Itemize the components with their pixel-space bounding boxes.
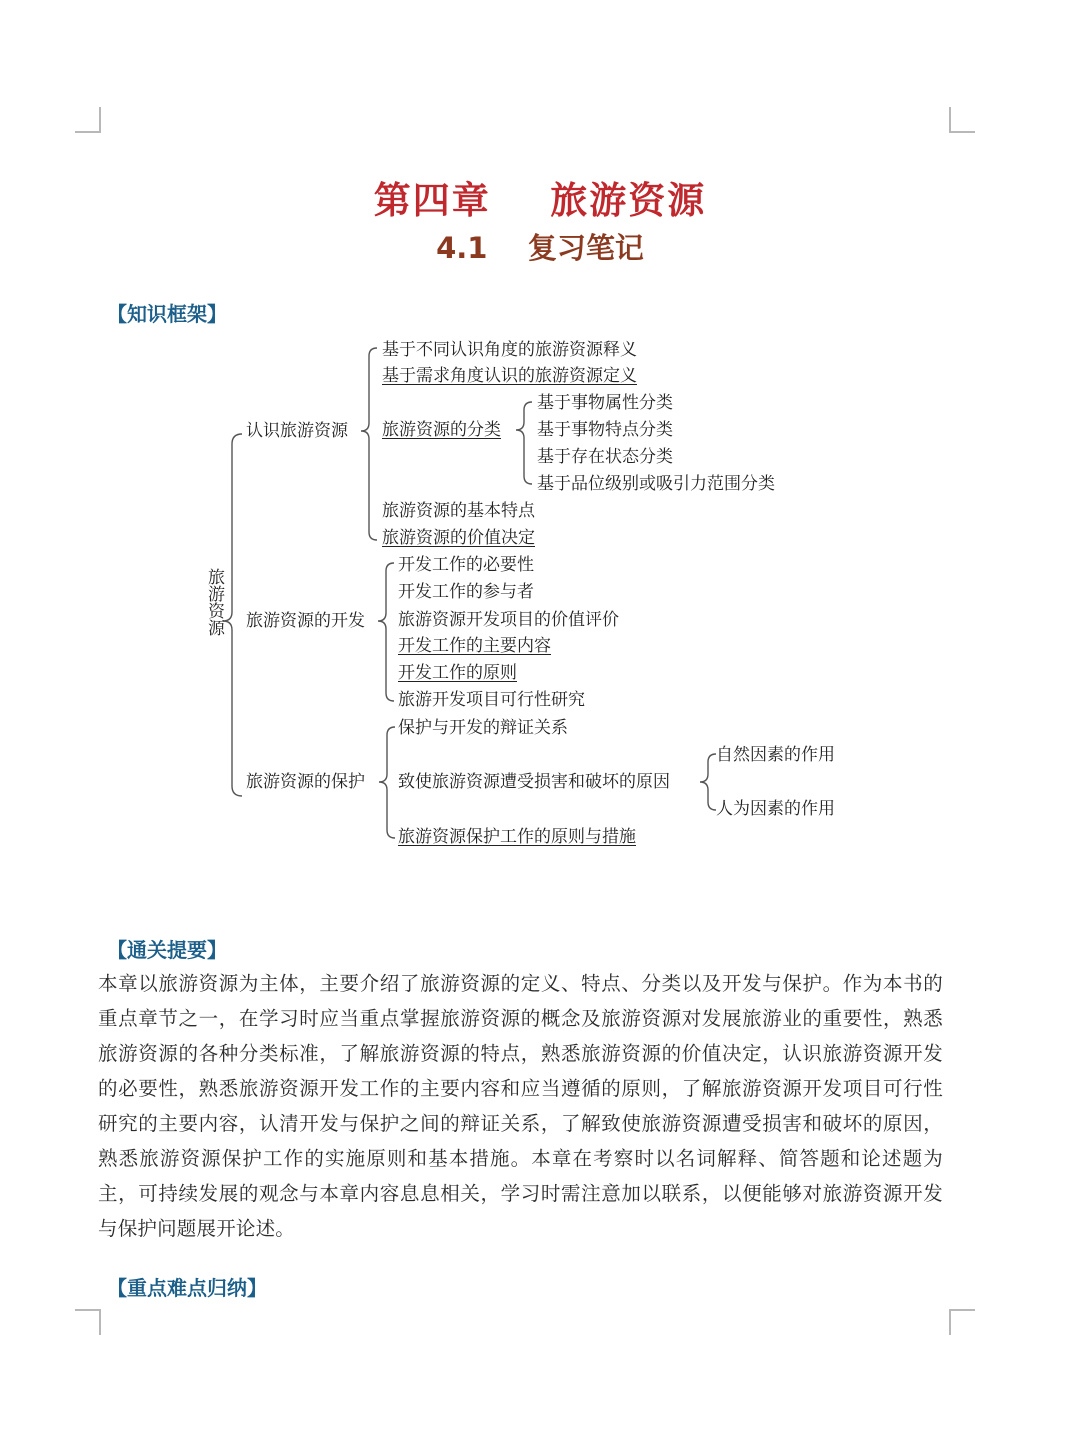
node-protection-measures: 旅游资源保护工作的原则与措施 [398, 827, 636, 847]
crop-mark-bottom-right [949, 1309, 975, 1335]
mindmap-root: 旅游资源 [204, 568, 224, 636]
root-bracket [223, 434, 242, 796]
node-value-determination: 旅游资源的价值决定 [382, 528, 535, 548]
node-necessity: 开发工作的必要性 [398, 555, 534, 575]
node-human-factors: 人为因素的作用 [716, 799, 835, 819]
framework-label: 【知识框架】 [107, 302, 227, 326]
crop-mark-bottom-left [75, 1309, 101, 1335]
chapter-title: 第四章 旅游资源 [373, 179, 707, 222]
node-value-evaluation: 旅游资源开发项目的价值评价 [398, 610, 619, 630]
node-natural-factors: 自然因素的作用 [716, 745, 835, 765]
overview-paragraph: 本章以旅游资源为主体，主要介绍了旅游资源的定义、特点、分类以及开发与保护。作为本书的重点章节之一，在学习时应当重点掌握旅游资源的概念及旅游资源对发展旅游业的重要性，熟悉旅游资源的各种分类标准，了解旅游资源的特点，熟悉旅游资源的价值决定，认识旅游资源开发的必要性，熟悉旅游资源开发工作的主要内容和应当遵循的原则，了解旅游资源开发项目可行性研究的主要内容，认清开发与保护之间的辩证关系，了解致使旅游资源遭受损害和破坏的原因，熟悉旅游资源保护工作的实施原则和基本措施。本章在考察时以名词解释、简答题和论述题为主，可持续发展的观念与本章内容息息相关，学习时需注意加以联系，以便能够对旅游资源开发与保护问题展开论述。 [98, 972, 943, 1240]
classification-bracket [516, 402, 532, 484]
branch1-bracket [361, 348, 377, 540]
node-dialectical: 保护与开发的辩证关系 [398, 718, 568, 738]
branch-protection: 旅游资源的保护 [246, 772, 365, 792]
branch-development: 旅游资源的开发 [246, 611, 365, 631]
branch-understanding: 认识旅游资源 [246, 421, 348, 441]
node-feasibility: 旅游开发项目可行性研究 [398, 690, 585, 710]
node-main-content: 开发工作的主要内容 [398, 636, 551, 656]
section-title: 4.1 复习笔记 [436, 231, 644, 265]
node-interpretation: 基于不同认识角度的旅游资源释义 [382, 340, 637, 360]
node-participants: 开发工作的参与者 [398, 582, 534, 602]
node-damage-causes: 致使旅游资源遭受损害和破坏的原因 [398, 772, 670, 792]
node-principles: 开发工作的原则 [398, 663, 517, 683]
key-points-label: 【重点难点归纳】 [107, 1276, 267, 1300]
node-class-state: 基于存在状态分类 [537, 447, 673, 467]
node-definition: 基于需求角度认识的旅游资源定义 [382, 366, 637, 386]
node-class-grade: 基于品位级别或吸引力范围分类 [537, 474, 775, 494]
branch2-bracket [378, 563, 394, 701]
node-class-attribute: 基于事物属性分类 [537, 393, 673, 413]
branch3-bracket [379, 727, 395, 838]
causes-bracket [700, 754, 716, 810]
node-class-features: 基于事物特点分类 [537, 420, 673, 440]
node-basic-features: 旅游资源的基本特点 [382, 501, 535, 521]
node-classification: 旅游资源的分类 [382, 420, 501, 440]
overview-label: 【通关提要】 [107, 938, 227, 962]
